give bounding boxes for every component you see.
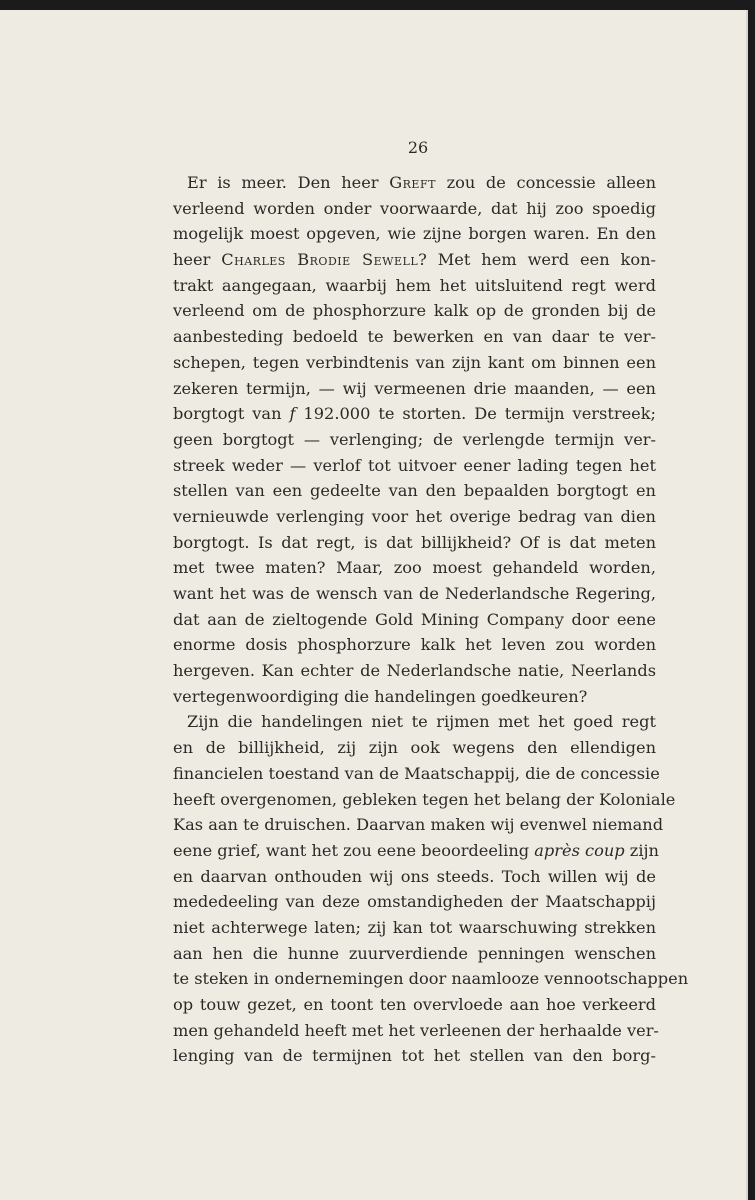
text-span: zekeren termijn, — wij vermeenen drie maanden, — een [173, 378, 656, 398]
italic-text: f [289, 404, 296, 424]
text-line [173, 530, 656, 556]
text-span: borgtogt. Is dat regt, is dat billijkheid? Of is dat meten [173, 532, 656, 552]
text-line [173, 376, 656, 402]
page-number: 26 [407, 138, 429, 157]
text-span: borgtogt van [173, 404, 290, 424]
text-span: mededeeling van deze omstandigheden der Maatschappij [173, 892, 656, 912]
text-line [173, 273, 656, 299]
text-line [173, 221, 656, 247]
text-span: Er is meer. Den heer [187, 173, 390, 192]
text-line [173, 247, 656, 273]
text-line [173, 761, 660, 787]
text-line [173, 298, 656, 324]
text-line [173, 478, 656, 504]
text-line [173, 838, 659, 864]
text-span: stellen van een gedeelte van den bepaalden borgtogt en [173, 481, 656, 501]
text-span: trakt aangegaan, waarbij hem het uitsluitend regt werd [173, 275, 656, 295]
text-span: streek weder — verlof tot uitvoer eener lading tegen het [173, 455, 656, 475]
text-span: verleend worden onder voorwaarde, dat hij zoo spoedig [173, 198, 656, 218]
text-line [173, 401, 656, 427]
text-line [173, 992, 656, 1018]
text-line [173, 889, 656, 915]
text-line [173, 427, 656, 453]
text-span: lenging van de termijnen tot het stellen van den borg- [173, 1046, 656, 1066]
text-span: te steken in ondernemingen door naamlooze vennootschappen [173, 969, 689, 989]
italic-text: après coup [534, 840, 625, 860]
text-line [173, 1018, 659, 1044]
text-line [173, 581, 656, 607]
text-line [173, 1043, 656, 1069]
text-span: want het was de wensch van de Nederlandsche Regering, [173, 584, 656, 603]
text-span: heeft overgenomen, gebleken tegen het belang der Koloniale [173, 789, 676, 809]
text-line [173, 966, 689, 992]
book-page [0, 10, 748, 1200]
text-line [173, 453, 656, 479]
text-line [173, 812, 664, 838]
text-span: en daarvan onthouden wij ons steeds. Toch willen wij de [173, 866, 656, 886]
text-span: schepen, tegen verbindtenis van zijn kant om binnen een [173, 352, 656, 372]
text-span: geen borgtogt — verlenging; de verlengde termijn ver- [173, 429, 656, 449]
small-caps-name: Charles Brodie Sewell [221, 250, 419, 270]
text-line [173, 196, 656, 222]
text-span: dat aan de zieltogende Gold Mining Company door eene [173, 609, 656, 629]
text-span: zijn [624, 840, 659, 860]
text-line [173, 170, 656, 196]
text-span: heer [173, 250, 222, 270]
text-span: vertegenwoordiging die handelingen goedkeuren? [173, 686, 588, 706]
text-line [173, 504, 656, 530]
text-line [173, 324, 656, 350]
text-span: aan hen die hunne zuurverdiende penningen wenschen [173, 943, 656, 963]
text-span: en de billijkheid, zij zijn ook wegens den ellendigen [173, 738, 656, 758]
text-span: aanbesteding bedoeld te bewerken en van daar te ver- [173, 327, 656, 347]
text-span: men gehandeld heeft met het verleenen der herhaalde ver- [173, 1020, 659, 1040]
text-line [173, 632, 656, 658]
body-text [173, 170, 689, 1069]
text-span: financielen toestand van de Maatschappij, die de concessie [173, 763, 660, 783]
text-span: Zijn die handelingen niet te rijmen met het goed regt [187, 712, 656, 732]
text-line [173, 787, 676, 813]
text-span: 192.000 te storten. De termijn verstreek; [295, 404, 656, 424]
text-span: zou de concessie alleen [435, 173, 656, 192]
text-line [173, 915, 656, 941]
text-span: niet achterwege laten; zij kan tot waarschuwing strekken [173, 917, 656, 937]
text-span: vernieuwde verlenging voor het overige bedrag van dien [173, 506, 656, 526]
text-line [173, 709, 656, 735]
text-line [173, 555, 656, 581]
text-line [173, 350, 656, 376]
text-span: mogelijk moest opgeven, wie zijne borgen waren. En den [173, 224, 656, 244]
text-span: Kas aan te druischen. Daarvan maken wij evenwel niemand [173, 815, 664, 835]
text-line [173, 941, 656, 967]
text-span: eene grief, want het zou eene beoordeeling [173, 840, 535, 860]
text-line [173, 864, 656, 890]
text-line [173, 607, 656, 633]
text-span: op touw gezet, en toont ten overvloede aan hoe verkeerd [173, 995, 656, 1014]
text-line [173, 684, 656, 710]
text-span: verleend om de phosphorzure kalk op de gronden bij de [173, 301, 656, 321]
text-span: ? Met hem werd een kon- [418, 250, 656, 270]
text-span: met twee maten? Maar, zoo moest gehandeld worden, [173, 558, 656, 578]
text-line [173, 735, 656, 761]
small-caps-name: Greft [389, 173, 436, 192]
text-line [173, 658, 656, 684]
text-span: hergeven. Kan echter de Nederlandsche natie, Neerlands [173, 661, 656, 681]
text-span: enorme dosis phosphorzure kalk het leven zou worden [173, 635, 656, 655]
